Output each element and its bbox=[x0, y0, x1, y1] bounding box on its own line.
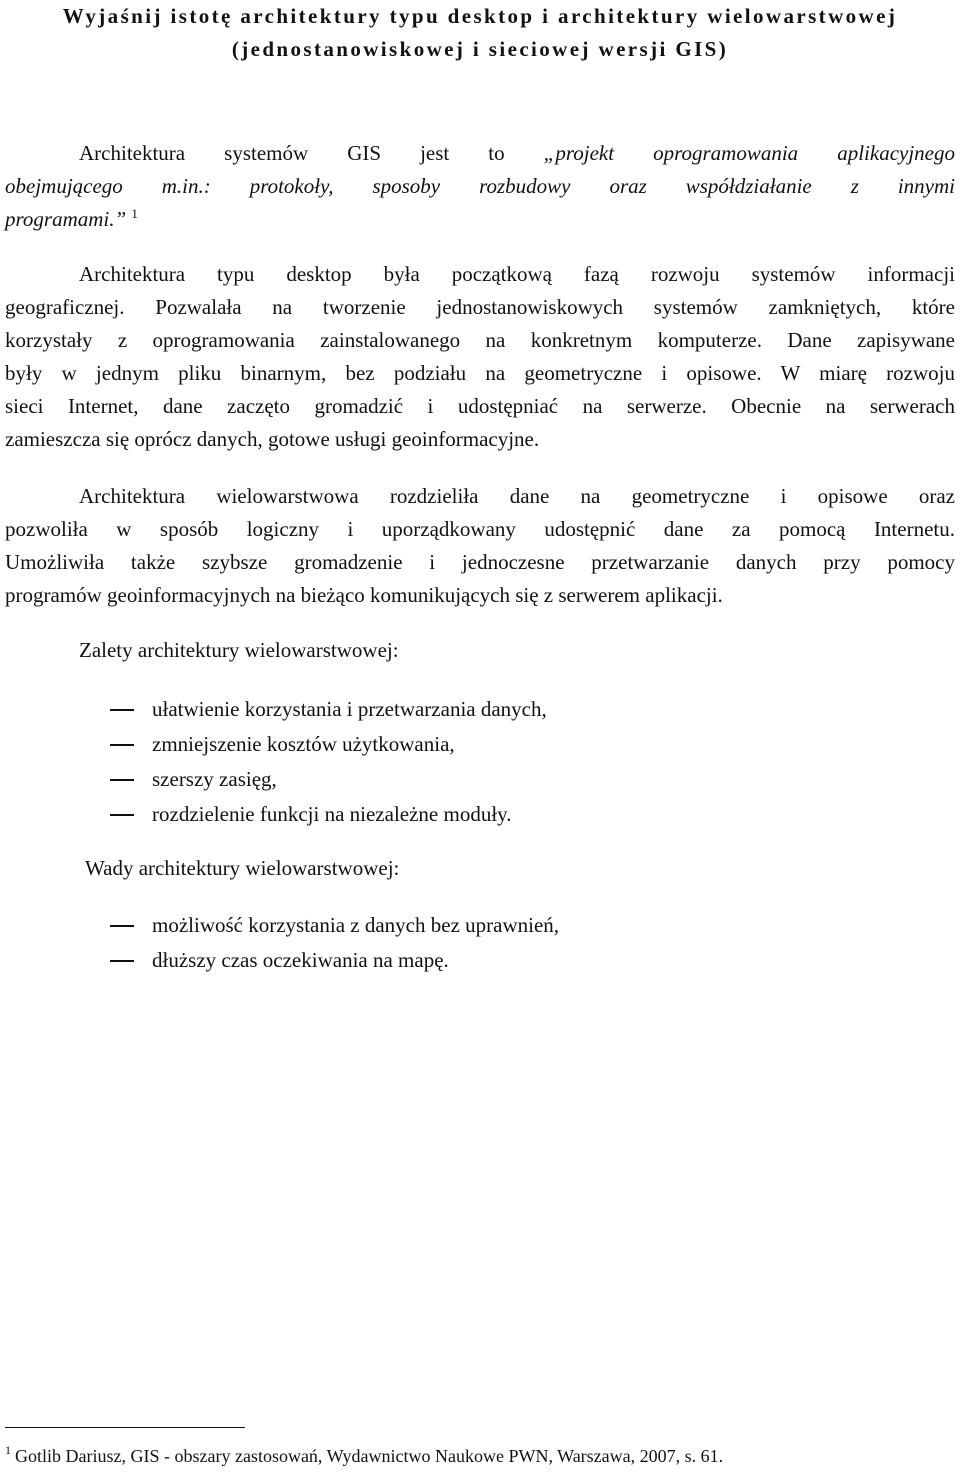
definition-quote-middle: obejmującego m.in.: protokoły, sposoby rozbudowy oraz współdziałanie z innymi bbox=[5, 174, 955, 198]
footnote-number: 1 bbox=[5, 1443, 11, 1457]
definition-quote-start: „projekt oprogramowania aplikacyjnego bbox=[543, 141, 955, 165]
list-item-text: dłuższy czas oczekiwania na mapę. bbox=[152, 948, 449, 972]
paragraph-line: programów geoinformacyjnych na bieżąco komunikujących się z serwerem aplikacji. bbox=[5, 583, 723, 607]
definition-quote-end: programami.” bbox=[5, 207, 127, 231]
advantages-heading: Zalety architektury wielowarstwowej: bbox=[79, 638, 399, 662]
page-title bbox=[5, 0, 955, 66]
paragraph-line: korzystały z oprogramowania zainstalowanego na konkretnym komputerze. Dane zapisywane bbox=[5, 328, 955, 352]
list-item-text: zmniejszenie kosztów użytkowania, bbox=[152, 732, 455, 756]
paragraph-multitier bbox=[5, 480, 955, 612]
paragraph-line: zamieszcza się oprócz danych, gotowe usługi geoinformacyjne. bbox=[5, 427, 540, 451]
paragraph-line: były w jednym pliku binarnym, bez podziału na geometryczne i opisowe. W miarę rozwoju bbox=[5, 361, 955, 385]
paragraph-definition bbox=[5, 137, 955, 236]
disadvantages-heading: Wady architektury wielowarstwowej: bbox=[85, 856, 400, 880]
list-item-text: ułatwienie korzystania i przetwarzania danych, bbox=[152, 697, 547, 721]
definition-lead-text: Architektura systemów GIS jest to bbox=[79, 141, 544, 165]
list-item bbox=[110, 797, 547, 832]
dash-bullet-icon bbox=[110, 925, 134, 927]
footnote-reference: 1 bbox=[131, 206, 138, 221]
paragraph-line: geograficznej. Pozwalała na tworzenie jednostanowiskowych systemów zamkniętych, które bbox=[5, 295, 955, 319]
dash-bullet-icon bbox=[110, 709, 134, 711]
paragraph-line bbox=[5, 203, 955, 236]
list-item-text: szerszy zasięg, bbox=[152, 767, 277, 791]
paragraph-line: pozwoliła w sposób logiczny i uporządkowany udostępnić dane za pomocą Internetu. bbox=[5, 517, 955, 541]
list-item bbox=[110, 727, 547, 762]
dash-bullet-icon bbox=[110, 779, 134, 781]
title-line-1: Wyjaśnij istotę architektury typu desktop i architektury wielowarstwowej bbox=[62, 4, 898, 28]
paragraph-line bbox=[5, 137, 955, 170]
list-item-text: rozdzielenie funkcji na niezależne moduły. bbox=[152, 802, 512, 826]
advantages-list bbox=[110, 692, 547, 832]
list-item bbox=[110, 943, 559, 978]
dash-bullet-icon bbox=[110, 744, 134, 746]
paragraph-line: Architektura wielowarstwowa rozdzieliła dane na geometryczne i opisowe oraz bbox=[79, 484, 955, 508]
list-item bbox=[110, 692, 547, 727]
dash-bullet-icon bbox=[110, 814, 134, 816]
paragraph-line: Umożliwiła także szybsze gromadzenie i jednoczesne przetwarzanie danych przy pomocy bbox=[5, 550, 955, 574]
footnote bbox=[5, 1443, 723, 1469]
footnote-separator bbox=[5, 1427, 245, 1428]
list-item bbox=[110, 908, 559, 943]
list-item bbox=[110, 762, 547, 797]
footnote-text: Gotlib Dariusz, GIS - obszary zastosowań, Wydawnictwo Naukowe PWN, Warszawa, 2007, s. 61. bbox=[15, 1446, 724, 1466]
title-line-2: (jednostanowiskowej i sieciowej wersji GIS) bbox=[231, 37, 729, 61]
list-item-text: możliwość korzystania z danych bez uprawnień, bbox=[152, 913, 560, 937]
paragraph-line: sieci Internet, dane zaczęto gromadzić i udostępniać na serwerze. Obecnie na serwerach bbox=[5, 394, 955, 418]
dash-bullet-icon bbox=[110, 960, 134, 962]
paragraph-desktop bbox=[5, 258, 955, 456]
disadvantages-list bbox=[110, 908, 559, 978]
paragraph-line: Architektura typu desktop była początkową fazą rozwoju systemów informacji bbox=[79, 262, 955, 286]
